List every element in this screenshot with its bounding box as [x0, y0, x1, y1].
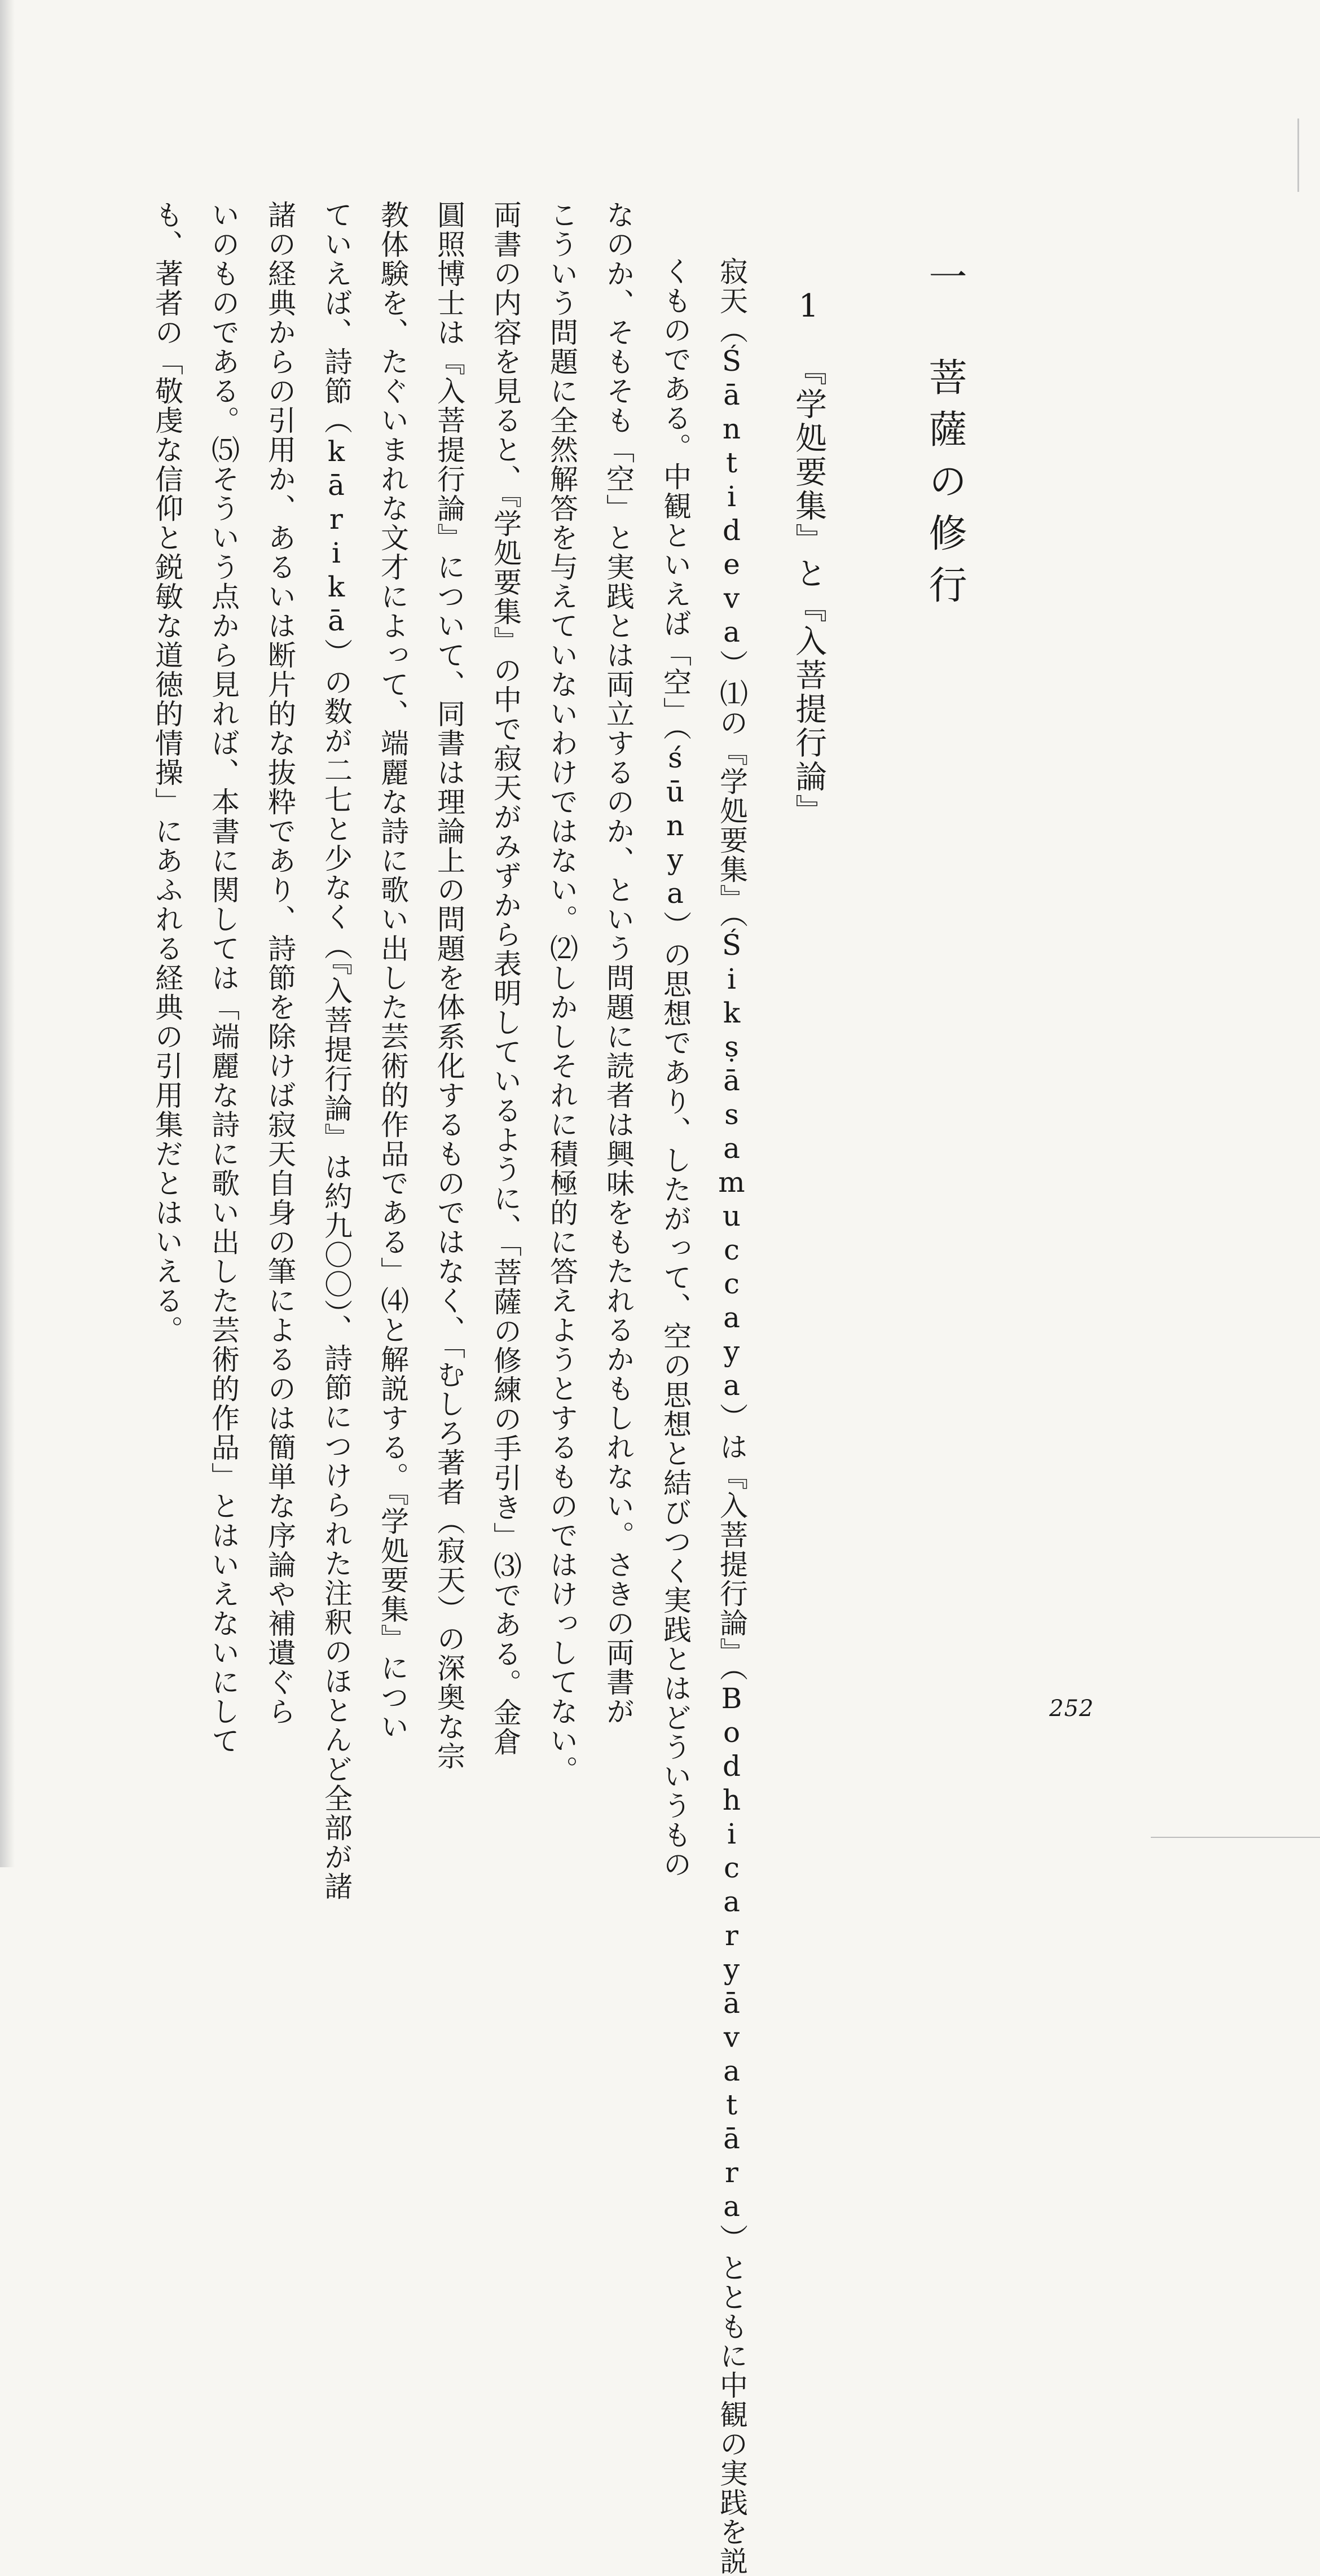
chapter-title: 菩薩の修行 — [922, 357, 967, 617]
chapter-number: 一 — [922, 257, 967, 295]
body-line-3: なのか、そもそも「空」と実践とは両立するのか、という問題に読者は興味をもたれるかもしれない。さきの両書が — [602, 200, 635, 1726]
section-heading — [790, 288, 827, 828]
body-line-9: 諸の経典からの引用か、あるいは断片的な抜粋であり、詩節を除けば寂天自身の筆によるのは簡単な序論や補遺ぐら — [263, 200, 296, 1726]
body-line-5: 両書の内容を見ると、『学処要集』の中で寂天がみずから表明しているように、「菩薩の修練の手引き」⑶である。金倉 — [489, 200, 522, 1757]
chapter-heading — [922, 257, 967, 617]
section-number: 1 — [790, 288, 827, 327]
scan-edge-shadow — [0, 0, 15, 1867]
body-line-1: 寂天（Śāntideva）⑴の『学処要集』（Śikṣāsamuccaya）は『入菩提行論』（Bodhicaryāvatāra）とともに中観の実践を説 — [715, 257, 748, 2576]
body-line-7: 教体験を、たぐいまれな文才によって、端麗な詩に歌い出した芸術的作品である」⑷と解説する。『学処要集』につい — [376, 200, 409, 1741]
body-line-8: ていえば、詩節（kārikā）の数が二七と少なく（『入菩提行論』は約九〇〇）、詩節につけられた注釈のほとんど全部が諸 — [320, 200, 353, 1901]
section-title: 『学処要集』と『入菩提行論』 — [790, 354, 827, 828]
scan-bottom-rule — [1151, 1837, 1320, 1838]
scan-margin-mark — [1297, 119, 1299, 192]
body-line-2: くものである。中観といえば「空」（śūnya）の思想であり、したがって、空の思想と結びつく実践とはどういうもの — [659, 257, 692, 1879]
page-number: 252 — [1049, 1696, 1094, 1722]
body-line-6: 圓照博士は『入菩提行論』について、同書は理論上の問題を体系化するものではなく、「むしろ著者（寂天）の深奥な宗 — [433, 200, 465, 1771]
body-line-11: も、著者の「敬虔な信仰と鋭敏な道徳的情操」にあふれる経典の引用集だとはいえる。 — [151, 200, 183, 1345]
body-line-4: こういう問題に全然解答を与えていないわけではない。⑵しかしそれに積極的に答えようとするものではけっしてない。 — [545, 200, 578, 1785]
body-line-10: いのものである。⑸そういう点から見れば、本書に関しては「端麗な詩に歌い出した芸術的作品」とはいえないにして — [207, 200, 240, 1756]
